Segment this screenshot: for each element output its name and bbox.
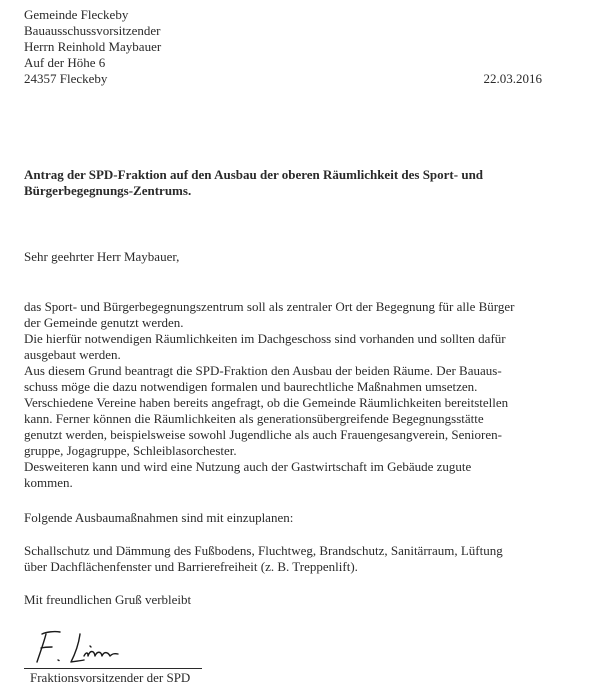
- sender-line: Bauausschussvorsitzender: [24, 23, 161, 38]
- body-line: der Gemeinde genutzt werden.: [24, 315, 184, 330]
- body-line: das Sport- und Bürgerbegegnungszentrum soll als zentraler Ort der Begegnung für alle Bürger: [24, 299, 515, 314]
- sender-line: Auf der Höhe 6: [24, 55, 106, 70]
- letter-subject: [24, 167, 564, 199]
- handwritten-signature-icon: [24, 628, 204, 670]
- subject-line: Antrag der SPD-Fraktion auf den Ausbau der oberen Räumlichkeit des Sport- und: [24, 167, 484, 182]
- salutation: Sehr geehrter Herr Maybauer,: [24, 249, 180, 264]
- body-line: genutzt werden, beispielsweise sowohl Jugendliche als auch Frauengesangverein, Senioren-: [24, 427, 502, 442]
- body-line: Aus diesem Grund beantragt die SPD-Fraktion den Ausbau der beiden Räume. Der Bauaus-: [24, 363, 502, 378]
- body-line: gruppe, Jogagruppe, Schleiblasorchester.: [24, 443, 237, 458]
- body-line: ausgebaut werden.: [24, 347, 121, 362]
- sender-address: [24, 7, 161, 87]
- measures-line: Schallschutz und Dämmung des Fußbodens, Fluchtweg, Brandschutz, Sanitärraum, Lüftung: [24, 543, 503, 558]
- sender-line: 24357 Fleckeby: [24, 71, 108, 86]
- measures-intro: Folgende Ausbaumaßnahmen sind mit einzuplanen:: [24, 510, 294, 525]
- measures-line: über Dachflächenfenster und Barrierefreiheit (z. B. Treppenlift).: [24, 559, 358, 574]
- body-line: Verschiedene Vereine haben bereits angefragt, ob die Gemeinde Räumlichkeiten bereitstellen: [24, 395, 509, 410]
- letter-body: [24, 299, 564, 491]
- letter-date: 22.03.2016: [483, 71, 542, 86]
- body-line: kommen.: [24, 475, 73, 490]
- closing: Mit freundlichen Gruß verbleibt: [24, 592, 192, 607]
- sender-line: Gemeinde Fleckeby: [24, 7, 129, 22]
- body-line: Die hierfür notwendigen Räumlichkeiten im Dachgeschoss sind vorhanden und sollten dafür: [24, 331, 506, 346]
- sender-line: Herrn Reinhold Maybauer: [24, 39, 162, 54]
- body-line: schuss möge die dazu notwendigen formalen und baurechtliche Maßnahmen umsetzen.: [24, 379, 478, 394]
- signature-line: [24, 668, 202, 669]
- subject-line: Bürgerbegegnungs-Zentrums.: [24, 183, 192, 198]
- signer-role: Fraktionsvorsitzender der SPD: [30, 670, 191, 685]
- measures-list: [24, 543, 584, 575]
- body-line: kann. Ferner können die Räumlichkeiten als generationsübergreifende Begegnungsstätte: [24, 411, 484, 426]
- body-line: Desweiteren kann und wird eine Nutzung auch der Gastwirtschaft im Gebäude zugute: [24, 459, 472, 474]
